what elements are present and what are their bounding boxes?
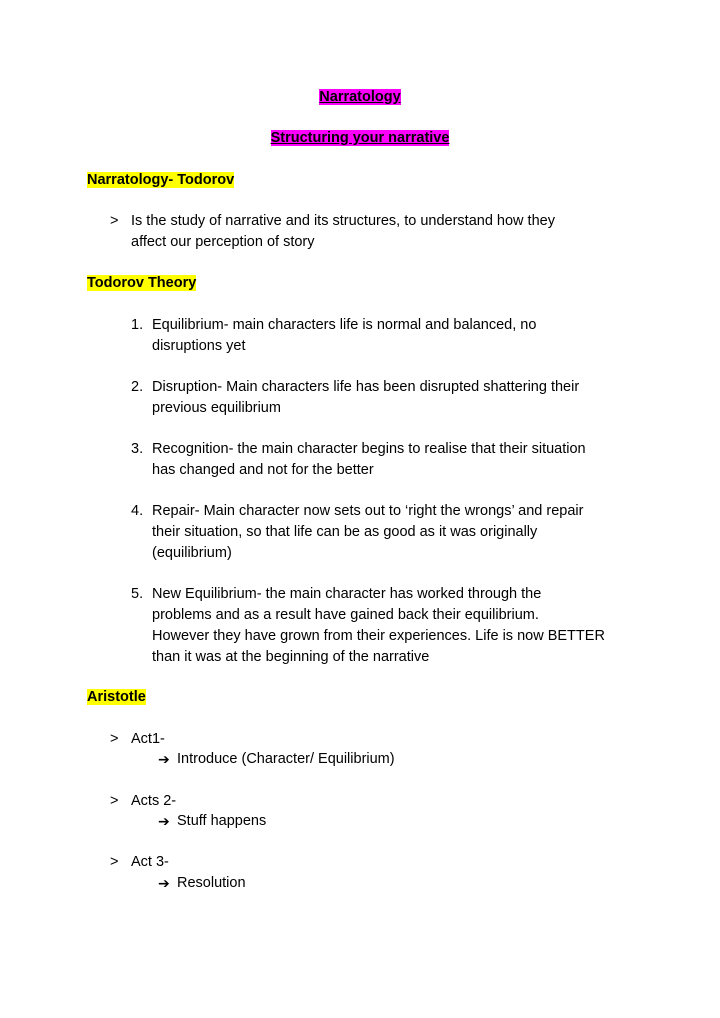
list-number: 3.	[131, 441, 144, 457]
section-heading-todorov-theory: Todorov Theory	[87, 275, 197, 291]
section-heading-aristotle-row	[87, 687, 146, 708]
bullet-marker: >	[110, 793, 119, 809]
list-item-text: (equilibrium)	[152, 545, 232, 561]
list-item-text: Recognition- the main character begins to realise that their situation	[152, 441, 586, 457]
list-item-text: problems and as a result have gained back their equilibrium.	[152, 607, 539, 623]
page-subtitle: Structuring your narrative	[270, 130, 450, 146]
arrow-right-icon: ➔	[158, 813, 170, 829]
list-item-text: New Equilibrium- the main character has worked through the	[152, 586, 542, 602]
list-number: 4.	[131, 503, 144, 519]
act-detail: Introduce (Character/ Equilibrium)	[177, 751, 395, 767]
act-detail: Stuff happens	[177, 813, 267, 829]
bullet-text-line1: Is the study of narrative and its structures, to understand how they	[131, 213, 555, 229]
page-title: Narratology	[319, 89, 401, 105]
list-item-text: Equilibrium- main characters life is normal and balanced, no	[152, 317, 537, 333]
section-heading-todorov-theory-row	[87, 273, 196, 294]
list-number: 1.	[131, 317, 144, 333]
list-item-text: their situation, so that life can be as good as it was originally	[152, 524, 538, 540]
arrow-right-icon: ➔	[158, 751, 170, 767]
act-detail: Resolution	[177, 875, 246, 891]
act-label: Act 3-	[131, 854, 169, 870]
bullet-marker: >	[110, 731, 119, 747]
list-item-text: has changed and not for the better	[152, 462, 374, 478]
list-item-text: However they have grown from their experiences. Life is now BETTER	[152, 628, 605, 644]
section-heading-todorov-row	[87, 170, 234, 191]
bullet-text-line2: affect our perception of story	[131, 234, 315, 250]
list-number: 5.	[131, 586, 144, 602]
bullet-marker: >	[110, 854, 119, 870]
list-item-text: disruptions yet	[152, 338, 246, 354]
list-item-text: Disruption- Main characters life has been disrupted shattering their	[152, 379, 580, 395]
bullet-marker: >	[110, 213, 119, 229]
section-heading-aristotle: Aristotle	[87, 689, 146, 705]
section-heading-narratology-todorov: Narratology- Todorov	[87, 172, 235, 188]
list-item-text: than it was at the beginning of the narrative	[152, 649, 430, 665]
list-item-text: Repair- Main character now sets out to ‘right the wrongs’ and repair	[152, 503, 584, 519]
act-label: Acts 2-	[131, 793, 177, 809]
list-number: 2.	[131, 379, 144, 395]
list-item-text: previous equilibrium	[152, 400, 281, 416]
title-row	[0, 87, 720, 108]
arrow-right-icon: ➔	[158, 875, 170, 891]
subtitle-row	[0, 128, 720, 149]
act-label: Act1-	[131, 731, 165, 747]
